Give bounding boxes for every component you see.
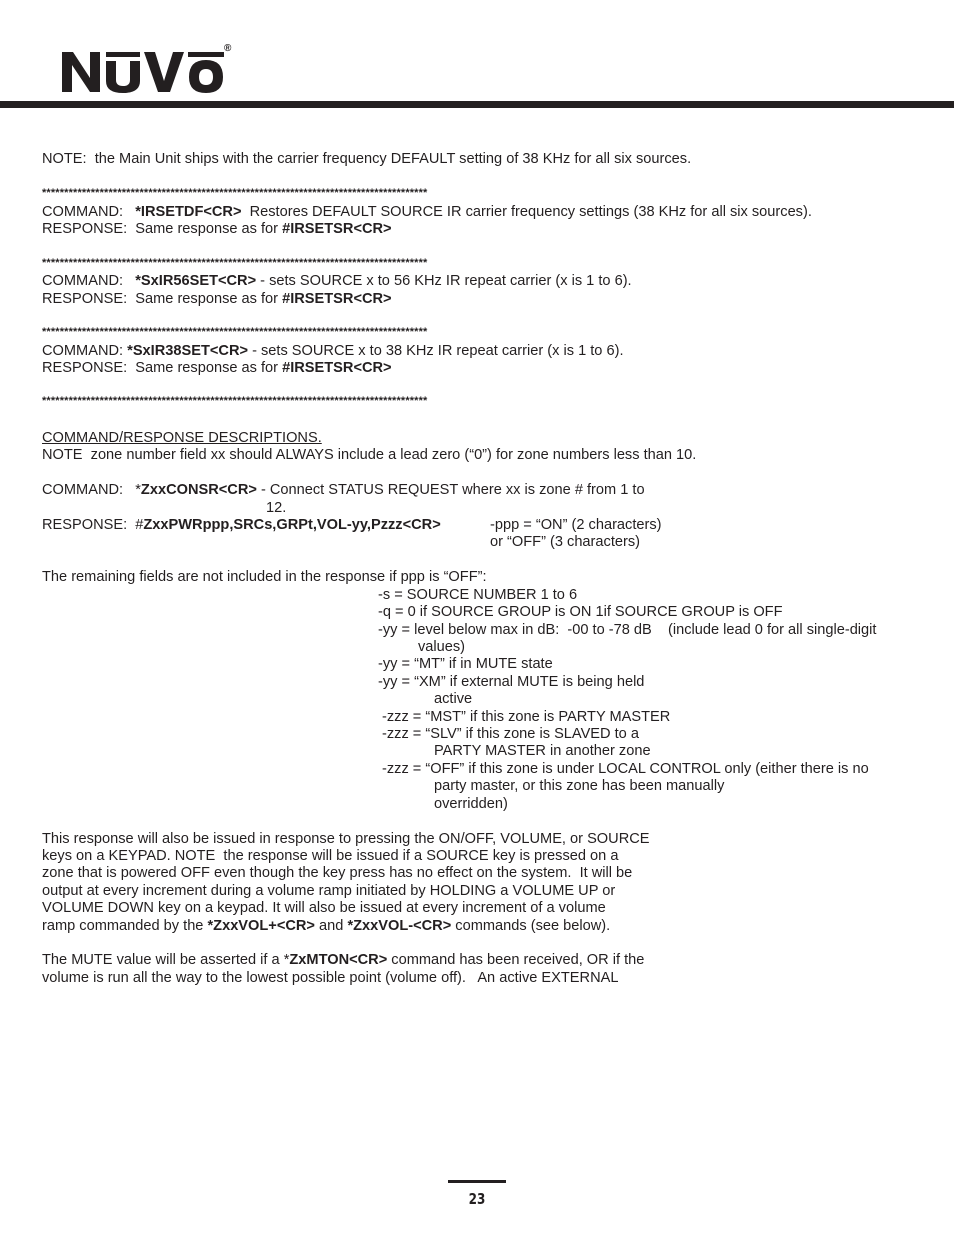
- paragraph-line: volume is run all the way to the lowest possible point (volume off). An active EXTERNAL: [42, 970, 619, 986]
- ppp-off: or “OFF” (3 characters): [490, 534, 641, 550]
- separator: ***************************************************************************************: [42, 187, 428, 199]
- paragraph-line: output at every increment during a volume ramp initiated by HOLDING a VOLUME UP or: [42, 883, 616, 899]
- separator: ***************************************************************************************: [42, 326, 428, 338]
- field-line: -q = 0 if SOURCE GROUP is ON 1if SOURCE GROUP is OFF: [378, 604, 783, 620]
- command-consr: COMMAND: *ZxxCONSR<CR> - Connect STATUS REQUEST where xx is zone # from 1 to: [42, 482, 645, 498]
- response-sxir56set: RESPONSE: Same response as for #IRSETSR<CR>: [42, 291, 392, 307]
- field-line: -zzz = “SLV” if this zone is SLAVED to a: [382, 726, 639, 742]
- command-sxir56set: COMMAND: *SxIR56SET<CR> - sets SOURCE x to 56 KHz IR repeat carrier (x is 1 to 6).: [42, 273, 632, 289]
- registered-mark: ®: [224, 43, 232, 54]
- field-line: -zzz = “OFF” if this zone is under LOCAL CONTROL only (either there is no: [382, 761, 869, 777]
- field-line: -zzz = “MST” if this zone is PARTY MASTER: [382, 709, 671, 725]
- separator: ***************************************************************************************: [42, 257, 428, 269]
- field-line: -yy = “MT” if in MUTE state: [378, 656, 553, 672]
- response-consr: RESPONSE: #ZxxPWRppp,SRCs,GRPt,VOL-yy,Pzzz<CR>: [42, 517, 441, 533]
- nuvo-logo: [60, 43, 240, 96]
- descriptions-heading: COMMAND/RESPONSE DESCRIPTIONS.: [42, 430, 322, 446]
- field-line: active: [434, 691, 473, 707]
- paragraph-line: VOLUME DOWN key on a keypad. It will also be issued at every increment of a volume: [42, 900, 606, 916]
- field-line: values): [418, 639, 466, 655]
- footer-rule: [448, 1180, 506, 1183]
- paragraph-line: ramp commanded by the *ZxxVOL+<CR> and *ZxxVOL-<CR> commands (see below).: [42, 918, 611, 934]
- note-default: NOTE: the Main Unit ships with the carrier frequency DEFAULT setting of 38 KHz for all six sources.: [42, 151, 692, 167]
- paragraph-line: This response will also be issued in response to pressing the ON/OFF, VOLUME, or SOURCE: [42, 831, 650, 847]
- response-sxir38set: RESPONSE: Same response as for #IRSETSR<CR>: [42, 360, 392, 376]
- separator: ***************************************************************************************: [42, 395, 428, 407]
- response-irsetdf: RESPONSE: Same response as for #IRSETSR<CR>: [42, 221, 392, 237]
- page-number: 23: [468, 1190, 486, 1208]
- command-consr-cont: 12.: [266, 500, 287, 516]
- header-rule: [0, 101, 954, 108]
- command-irsetdf: COMMAND: *IRSETDF<CR> Restores DEFAULT SOURCE IR carrier frequency settings (38 KHz for all six sources).: [42, 204, 812, 220]
- field-line: PARTY MASTER in another zone: [434, 743, 651, 759]
- field-line: -yy = level below max in dB: -00 to -78 dB (include lead 0 for all single-digit: [378, 622, 877, 638]
- paragraph-line: The MUTE value will be asserted if a *ZxMTON<CR> command has been received, OR if the: [42, 952, 645, 968]
- paragraph-line: keys on a KEYPAD. NOTE the response will be issued if a SOURCE key is pressed on a: [42, 848, 619, 864]
- ppp-on: -ppp = “ON” (2 characters): [490, 517, 662, 533]
- paragraph-line: zone that is powered OFF even though the key press has no effect on the system. It will be: [42, 865, 633, 881]
- field-line: party master, or this zone has been manually: [434, 778, 725, 794]
- note-zone: NOTE zone number field xx should ALWAYS include a lead zero (“0”) for zone numbers less than 10.: [42, 447, 697, 463]
- remaining-intro: The remaining fields are not included in the response if ppp is “OFF”:: [42, 569, 487, 585]
- field-line: -yy = “XM” if external MUTE is being held: [378, 674, 645, 690]
- field-line: overridden): [434, 796, 508, 812]
- command-sxir38set: COMMAND: *SxIR38SET<CR> - sets SOURCE x to 38 KHz IR repeat carrier (x is 1 to 6).: [42, 343, 624, 359]
- field-line: -s = SOURCE NUMBER 1 to 6: [378, 587, 578, 603]
